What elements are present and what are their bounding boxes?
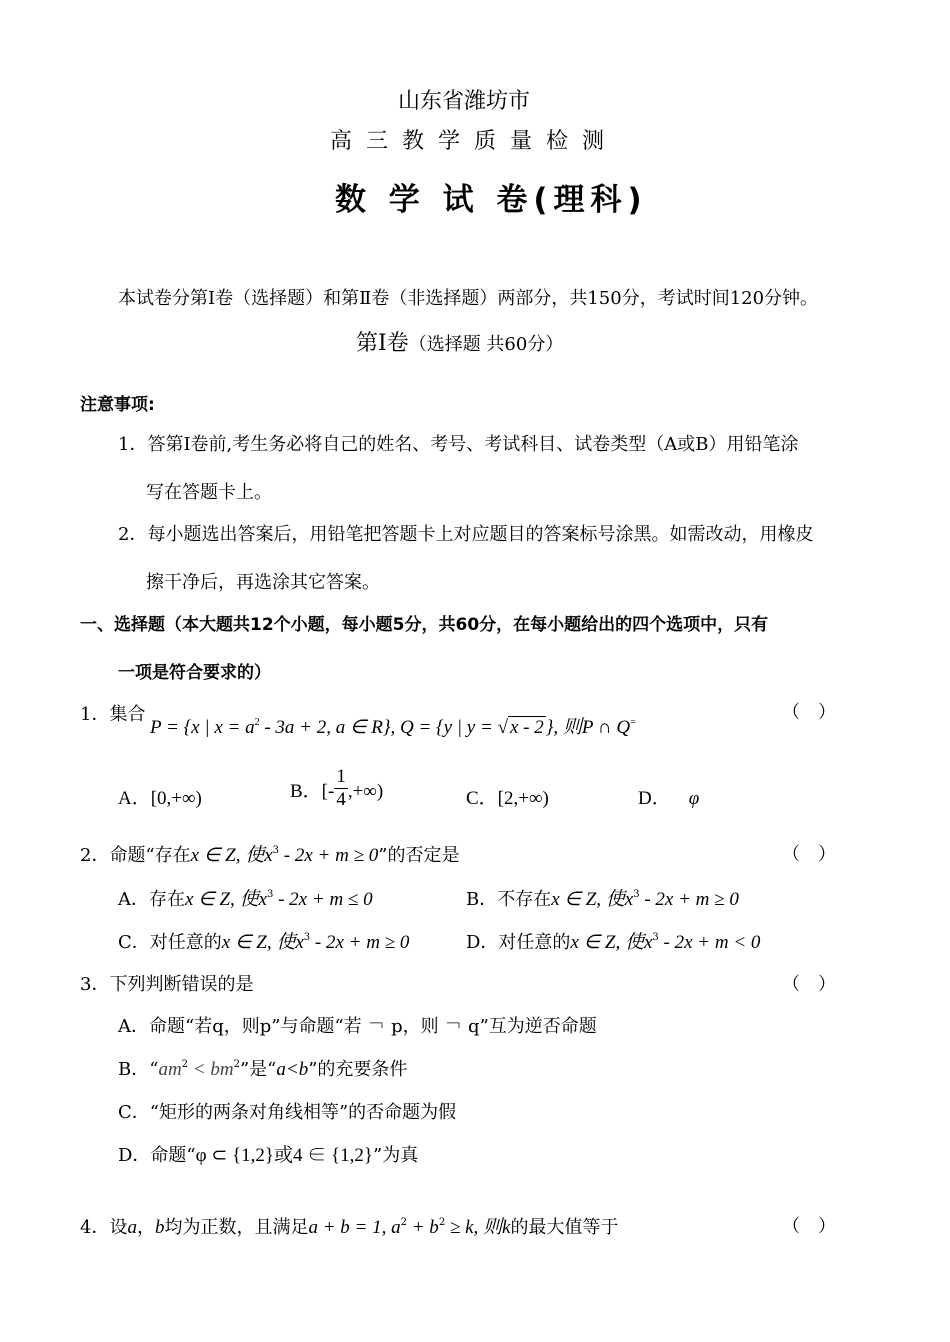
q4-var-a: a [127,1217,137,1238]
q2-option-a-exp: 3 [266,889,274,900]
q1-option-a[interactable]: A．[0,+∞) [118,788,202,809]
sqrt-icon: √ [497,717,508,738]
q1-option-d-value: φ [688,788,700,809]
section1-line1: 一、选择题（本大题共12个小题，每小题5分，共60分，在每小题给出的四个选项中，只有 [80,615,769,635]
q3-option-d-pre: D．命题“ [118,1145,196,1166]
q2-option-a-tail: - 2x + m ≤ 0 [273,889,373,910]
q3-option-b-exp2: 2 [233,1059,240,1070]
q1-sqrt-arg: x - 2 [510,717,544,738]
q2-option-d[interactable] [466,927,760,954]
q2-stem-math: x ∈ Z, 使x [190,845,273,866]
q2-stem-post: ”的否定是 [378,845,460,866]
q1-eq: = [630,717,636,728]
q3-option-b[interactable] [118,1055,407,1081]
q1-set-p-tail: - 3a + 2, a ∈ R}, Q = {y | y = [259,717,498,738]
q2-option-b-pre: B．不存在 [466,889,552,910]
q1-answer-paren[interactable]: （ ） [782,702,836,723]
q2-stem [80,840,459,867]
section1-line2: 一项是符合要求的） [118,663,271,683]
part1-heading [356,326,563,357]
notes-heading: 注意事项: [80,395,155,415]
q3-option-b-pre: B．“ [118,1059,159,1080]
q1-option-b-pre: B．[- [290,780,335,802]
q3-option-b-math-mid: < bm [188,1059,234,1080]
part1-subtitle: （选择题 共60分） [408,334,564,355]
q3-option-d-math: φ ⊂ {1,2}或4 ∈ {1,2} [195,1145,374,1166]
q1-tail: }, 则P ∩ Q [545,717,631,738]
note-2-line2: 擦干净后，再选涂其它答案。 [146,572,380,593]
q2-option-d-pre: D．对任意的 [466,932,571,953]
exam-title: 高三教学质量检测 [330,129,619,154]
q3-answer-paren[interactable]: （ ） [782,974,836,995]
q4-stem [80,1212,618,1239]
note-1-line1: 1．答第Ⅰ卷前,考生务必将自己的姓名、考号、考试科目、试卷类型（A或B）用铅笔涂 [118,434,799,455]
note-1-line2: 写在答题卡上。 [146,482,272,503]
subject-title: 数 学 试 卷(理科) [335,182,648,218]
q2-option-c-tail: - 2x + m ≥ 0 [310,932,410,953]
q3-option-b-ab: a<b [276,1059,309,1080]
q4-exp2: 2 [438,1217,446,1228]
q2-option-c[interactable] [118,927,409,954]
q1-option-d-label: D． [638,788,671,809]
q4-var-b: b [154,1217,165,1238]
q4-pre: 4．设 [80,1217,128,1238]
q3-option-a[interactable]: A．命题“若q，则p”与命题“若 ￢ p，则 ￢ q”互为逆否命题 [118,1016,597,1037]
q2-option-d-tail: - 2x + m < 0 [658,932,761,953]
q2-option-c-pre: C．对任意的 [118,932,222,953]
q1-option-b-fraction [334,766,348,811]
q2-option-c-exp: 3 [303,932,311,943]
q3-option-d-post: ”为真 [373,1145,419,1166]
q1-option-b-post: ,+∞) [347,780,384,802]
part1-title: 第Ⅰ卷 [356,331,409,356]
q4-answer-paren[interactable]: （ ） [782,1216,836,1237]
q3-option-b-exp1: 2 [181,1059,189,1070]
intro-text: 本试卷分第Ⅰ卷（选择题）和第Ⅱ卷（非选择题）两部分，共150分，考试时间120分钟。 [118,288,819,309]
q4-math1: a + b = 1, a [308,1217,401,1238]
q2-option-a-pre: A．存在 [118,889,185,910]
q1-option-d[interactable] [638,783,699,810]
q2-option-c-math: x ∈ Z, 使x [221,932,304,953]
note-2-line1: 2．每小题选出答案后，用铅笔把答题卡上对应题目的答案标号涂黑。如需改动，用橡皮 [118,524,814,545]
q2-option-b-tail: - 2x + m ≥ 0 [639,889,739,910]
q1-option-b[interactable] [290,766,384,815]
q4-mid: 均为正数，且满足 [164,1217,309,1238]
q2-stem-math-tail: - 2x + m ≥ 0 [279,845,379,866]
q3-option-c[interactable]: C．“矩形的两条对角线相等”的否命题为假 [118,1102,457,1123]
q2-option-b-exp: 3 [633,889,640,900]
q4-math2: + b [406,1217,439,1238]
q3-option-d[interactable] [118,1140,418,1167]
q2-option-a[interactable] [118,884,373,911]
q3-option-b-end: ”的充要条件 [308,1059,408,1080]
q4-post: 的最大值等于 [510,1217,619,1238]
q1-option-c[interactable]: C．[2,+∞) [466,788,549,809]
q2-option-d-math: x ∈ Z, 使x [570,932,653,953]
q2-stem-pre: 2．命题“存在 [80,845,191,866]
fraction-numerator: 1 [336,766,346,787]
q4-math3: ≥ k, 则k [445,1217,511,1238]
q2-option-b[interactable] [466,884,739,911]
q2-exp: 3 [272,845,280,856]
q1-formula [150,712,636,739]
q2-option-b-math: x ∈ Z, 使x [551,889,634,910]
q4-comma: ， [136,1217,155,1238]
q3-stem: 3．下列判断错误的是 [80,974,254,995]
q3-option-b-math1: am [158,1059,182,1080]
q2-answer-paren[interactable]: （ ） [782,844,836,865]
q4-exp1: 2 [400,1217,407,1228]
q1-exp: 2 [254,717,260,728]
q1-set-p: P = {x | x = a [150,717,255,738]
fraction-denominator: 4 [336,789,346,810]
q1-label: 1．集合 [80,704,146,725]
q2-option-d-exp: 3 [652,932,659,943]
q2-option-a-math: x ∈ Z, 使x [185,889,267,910]
q3-option-b-post: ”是“ [239,1059,277,1080]
region-title: 山东省潍坊市 [398,89,531,114]
